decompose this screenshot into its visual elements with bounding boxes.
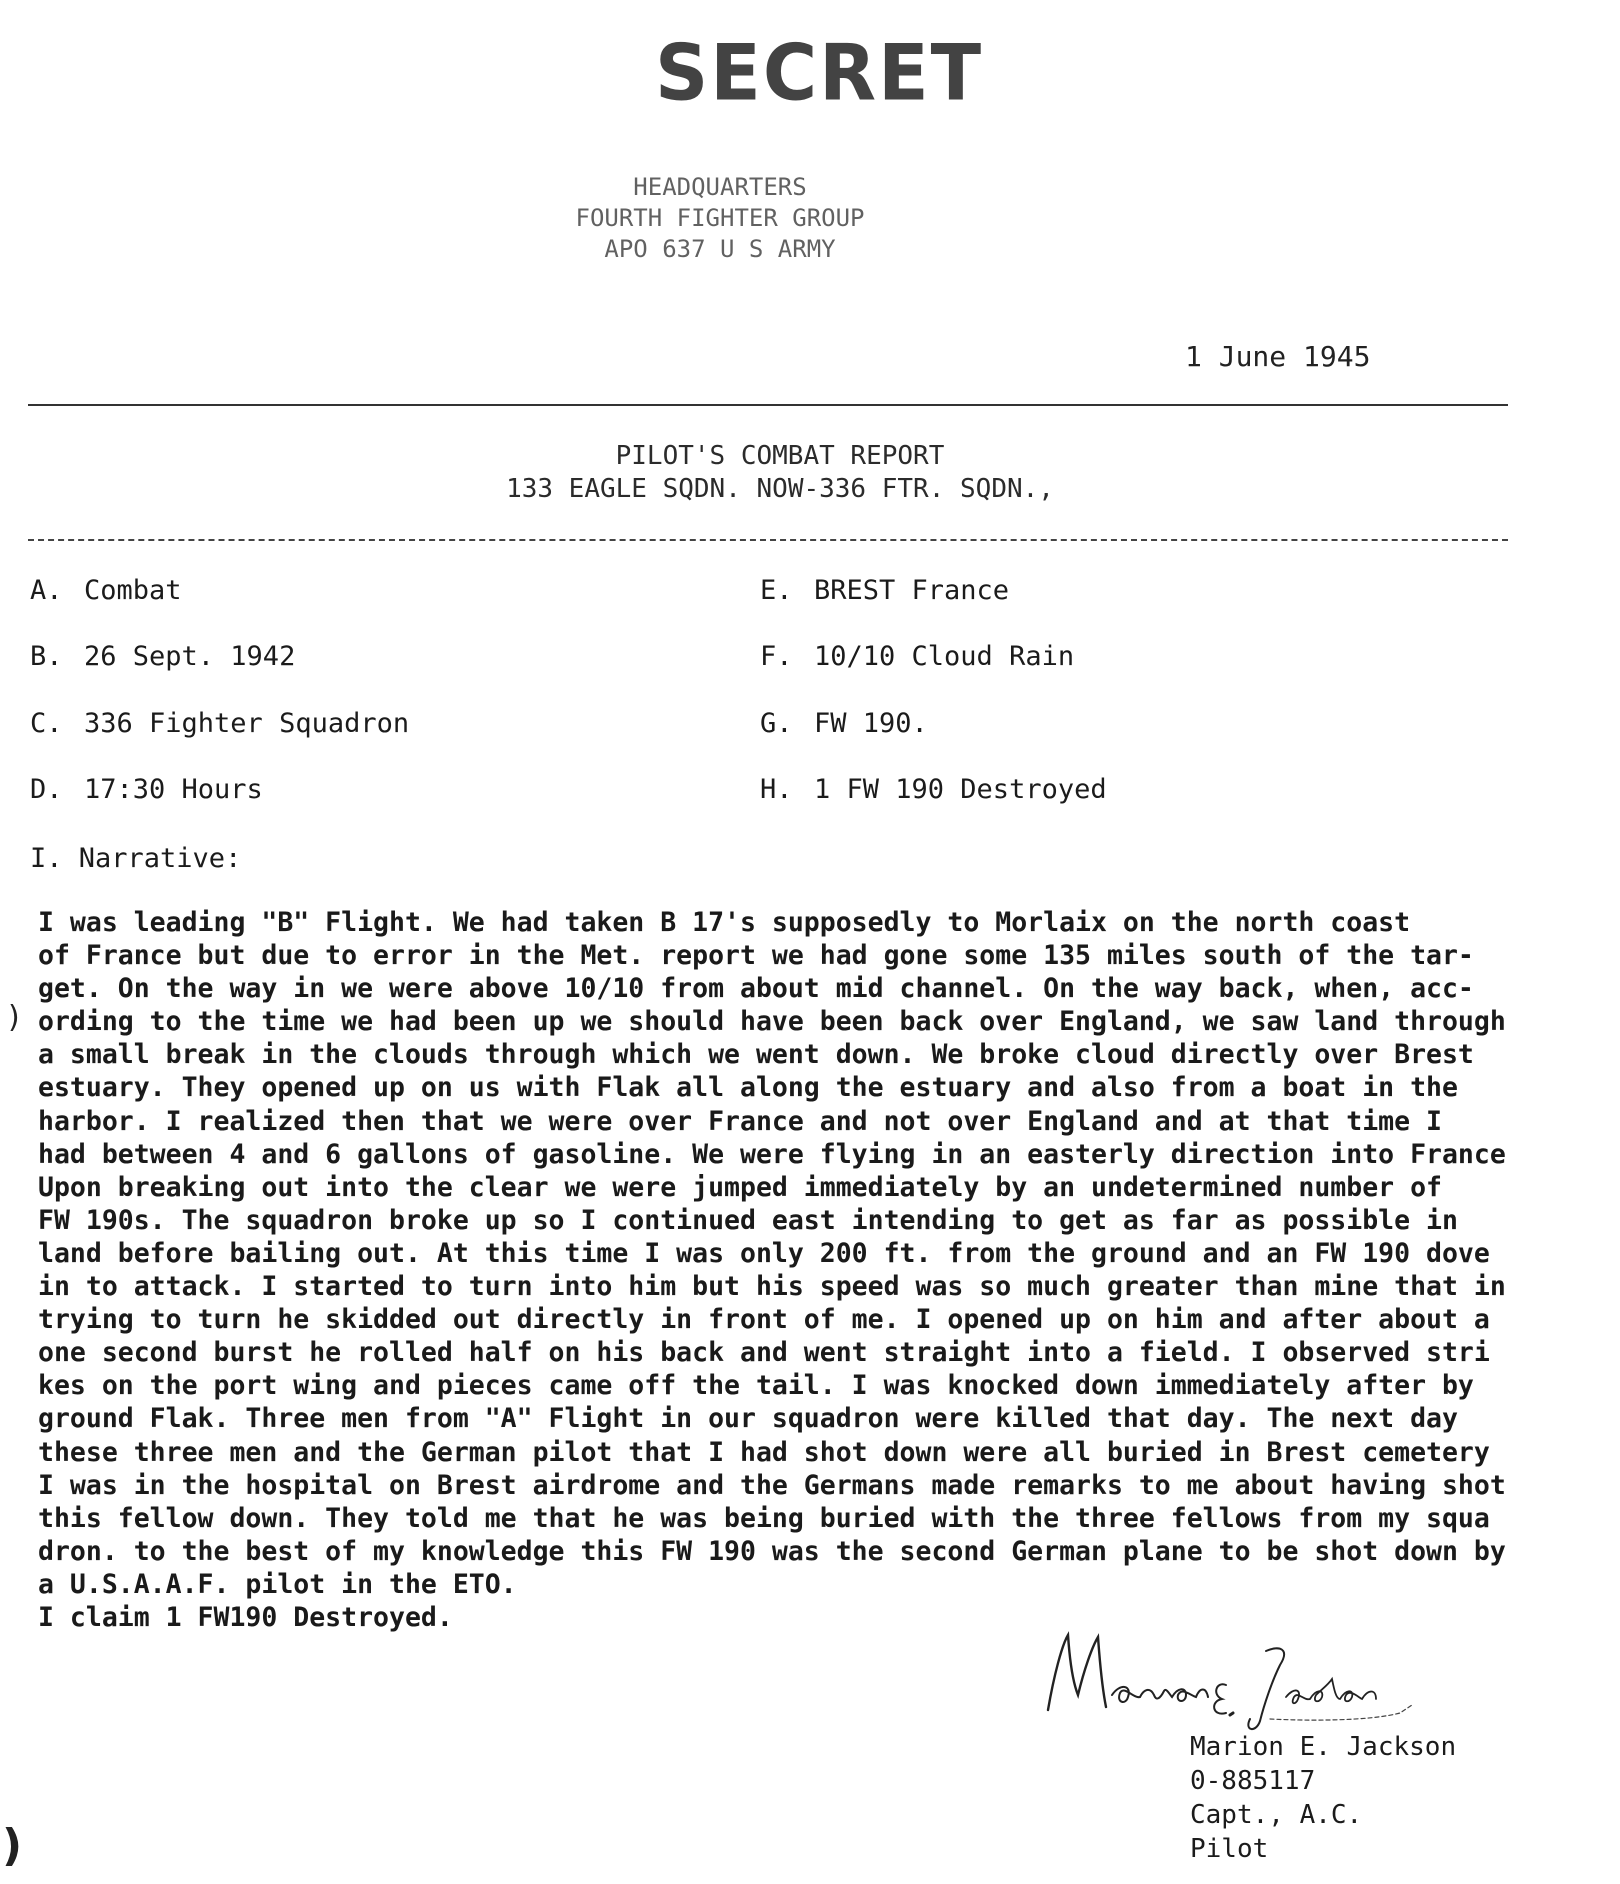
field-b-letter: B. xyxy=(30,641,63,672)
narrative-line: I was in the hospital on Brest airdrome and the Germans made remarks to me about having shot xyxy=(38,1469,1506,1501)
narrative-line: ground Flak. Three men from "A" Flight in our squadron were killed that day. The next day xyxy=(38,1403,1458,1435)
field-b xyxy=(30,641,295,672)
narrative-line: kes on the port wing and pieces came off the tail. I was knocked down immediately after by xyxy=(38,1370,1474,1402)
field-e-value: BREST France xyxy=(814,575,1010,606)
secret-stamp: SECRET xyxy=(655,27,984,119)
narrative-line: harbor. I realized then that we were over France and not over England and at that time I xyxy=(38,1105,1442,1137)
field-f xyxy=(760,641,1074,672)
narrative-line: these three men and the German pilot that I had shot down were all buried in Brest cemetery xyxy=(38,1436,1490,1468)
narrative-line: this fellow down. They told me that he was being buried with the three fellows from my squa xyxy=(38,1502,1490,1534)
signer-role: Pilot xyxy=(1190,1834,1269,1864)
field-a-value: Combat xyxy=(84,575,182,606)
signer-rank: Capt., A.C. xyxy=(1190,1800,1363,1830)
narrative-body xyxy=(38,906,1578,1634)
narrative-line: Upon breaking out into the clear we were jumped immediately by an undetermined number of xyxy=(38,1171,1442,1203)
narrative-line: FW 190s. The squadron broke up so I continued east intending to get as far as possible in xyxy=(38,1204,1458,1236)
field-b-value: 26 Sept. 1942 xyxy=(84,641,296,672)
narrative-line: a U.S.A.A.F. pilot in the ETO. xyxy=(38,1568,517,1600)
report-title-block xyxy=(440,440,1120,506)
report-title: PILOT'S COMBAT REPORT xyxy=(615,441,945,471)
field-f-letter: F. xyxy=(760,641,793,672)
report-subtitle: 133 EAGLE SQDN. NOW-336 FTR. SQDN., xyxy=(506,474,1054,504)
narrative-line: dron. to the best of my knowledge this FW 190 was the second German plane to be shot down by xyxy=(38,1535,1506,1567)
field-g-letter: G. xyxy=(760,708,793,739)
letterhead-line-1: HEADQUARTERS xyxy=(633,173,807,201)
field-a xyxy=(30,575,182,606)
handwritten-signature xyxy=(1040,1625,1500,1735)
narrative-line: a small break in the clouds through which we went down. We broke cloud directly over Brest xyxy=(38,1039,1474,1071)
field-c-letter: C. xyxy=(30,708,63,739)
field-g xyxy=(760,708,928,739)
margin-bracket-mark: ) xyxy=(8,1000,20,1035)
narrative-line: in to attack. I started to turn into him but his speed was so much greater than mine that in xyxy=(38,1271,1506,1303)
signer-serial: 0-885117 xyxy=(1190,1766,1316,1796)
narrative-line: one second burst he rolled half on his back and went straight into a field. I observed stri xyxy=(38,1337,1490,1369)
narrative-heading: I. Narrative: xyxy=(30,843,242,874)
narrative-line: ording to the time we had been up we should have been back over England, we saw land through xyxy=(38,1006,1506,1038)
letterhead-line-2: FOURTH FIGHTER GROUP xyxy=(575,204,865,232)
field-h xyxy=(760,774,1107,805)
narrative-line: estuary. They opened up on us with Flak all along the estuary and also from a boat in the xyxy=(38,1072,1458,1104)
narrative-line: get. On the way in we were above 10/10 from about mid channel. On the way back, when, acc- xyxy=(38,973,1474,1005)
letterhead xyxy=(520,172,920,265)
field-c xyxy=(30,708,409,739)
narrative-line: had between 4 and 6 gallons of gasoline. We were flying in an easterly direction into France xyxy=(38,1138,1506,1170)
narrative-line: land before bailing out. At this time I was only 200 ft. from the ground and an FW 190 dove xyxy=(38,1237,1490,1269)
field-d-value: 17:30 Hours xyxy=(84,774,263,805)
field-d-letter: D. xyxy=(30,774,63,805)
signature-block xyxy=(1190,1730,1456,1866)
field-d xyxy=(30,774,263,805)
field-h-letter: H. xyxy=(760,774,793,805)
field-g-value: FW 190. xyxy=(814,708,928,739)
report-date: 1 June 1945 xyxy=(1185,340,1371,373)
narrative-line: of France but due to error in the Met. report we had gone some 135 miles south of the tar- xyxy=(38,940,1474,972)
field-e-letter: E. xyxy=(760,575,793,606)
divider-top xyxy=(28,404,1508,406)
narrative-line: I was leading "B" Flight. We had taken B 17's supposedly to Morlaix on the north coast xyxy=(38,907,1411,938)
margin-binding-mark: ) xyxy=(2,1820,23,1871)
field-c-value: 336 Fighter Squadron xyxy=(84,708,410,739)
field-e xyxy=(760,575,1009,606)
narrative-line: trying to turn he skidded out directly in front of me. I opened up on him and after about a xyxy=(38,1304,1490,1336)
signer-name: Marion E. Jackson xyxy=(1190,1732,1457,1762)
divider-bottom xyxy=(28,539,1508,541)
narrative-line: I claim 1 FW190 Destroyed. xyxy=(38,1601,453,1633)
field-h-value: 1 FW 190 Destroyed xyxy=(814,774,1107,805)
field-f-value: 10/10 Cloud Rain xyxy=(814,641,1075,672)
field-a-letter: A. xyxy=(30,575,63,606)
letterhead-line-3: APO 637 U S ARMY xyxy=(604,235,836,263)
